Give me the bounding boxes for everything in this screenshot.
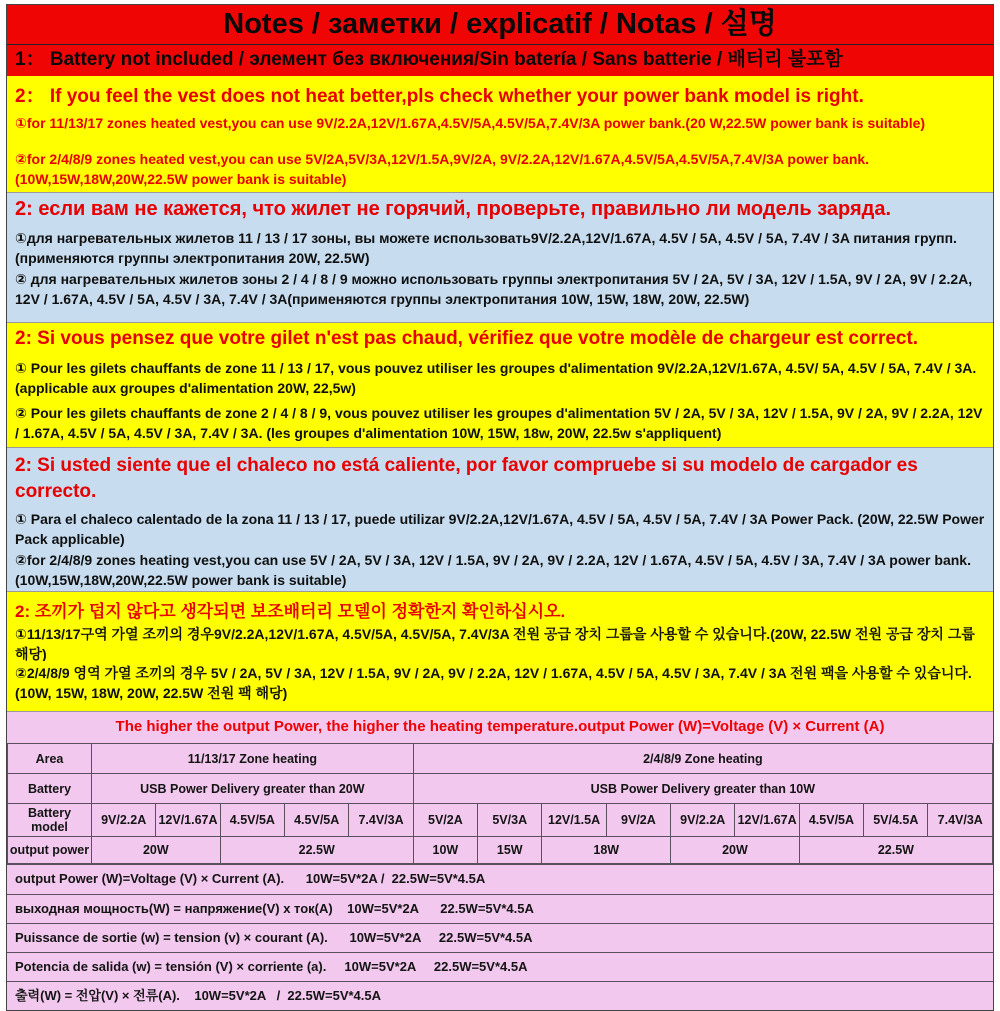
battery-model-cell: 9V/2A: [606, 804, 670, 837]
en-heading: 2： If you feel the vest does not heat better,pls check whether your power bank model is right.: [15, 86, 864, 107]
output-power-cell: 22.5W: [799, 837, 992, 864]
section-russian: [7, 192, 993, 322]
battery-model-cell: 4.5V/5A: [220, 804, 284, 837]
output-power-cell: 20W: [92, 837, 221, 864]
area-row: [8, 744, 993, 774]
es-heading: 2: Si usted siente que el chaleco no está caliente, por favor compruebe si su modelo de cargador es correcto.: [15, 455, 924, 502]
ko-note-1: ①11/13/17구역 가열 조끼의 경우9V/2.2A,12V/1.67A, 4.5V/5A, 4.5V/5A, 7.4V/3A 전원 공급 장치 그룹을 사용할 수 있습니다.(20W, 22.5W 전원 공급 장치 그룹 해당): [15, 626, 979, 661]
area-group-left: 11/13/17 Zone heating: [92, 744, 414, 774]
output-power-cell: 15W: [478, 837, 542, 864]
battery-model-cell: 5V/3A: [478, 804, 542, 837]
output-power-cell: 10W: [413, 837, 477, 864]
section-korean: [7, 591, 993, 711]
formula-korean: 출력(W) = 전압(V) × 전류(A). 10W=5V*2A / 22.5W=5V*4.5A: [7, 981, 993, 1010]
formula-rows: [7, 864, 993, 1010]
power-formula-heading: The higher the output Power, the higher the heating temperature.output Power (W)=Voltage (V) × Current (A): [115, 718, 885, 735]
battery-model-cell: 4.5V/5A: [799, 804, 863, 837]
fr-note-2: ② Pour les gilets chauffants de zone 2 / 4 / 8 / 9, vous pouvez utiliser les groupes d'alimentation 5V / 2A, 5V / 3A, 12V / 1.5A, 9V / 2A, 9V / 2.2A, 12V / 1.67A, 4.5V / 5A, 4.5V / 3A, 7.4V / 3A. (les groupes d'alimentation 10W, 15W, 18w, 20W, 22.5w s'appliquent): [15, 405, 987, 441]
ko-note-2: ②2/4/8/9 영역 가열 조끼의 경우 5V / 2A, 5V / 3A, 12V / 1.5A, 9V / 2A, 9V / 2.2A, 12V / 1.67A, 4.5V / 5A, 4.5V / 3A, 7.4V / 3A 전원 팩을 사용할 수 있습니다. (10W, 15W, 18W, 20W, 22.5W 전원 팩 해당): [15, 665, 976, 701]
battery-model-cell: 9V/2.2A: [671, 804, 735, 837]
ru-heading: 2: если вам не кажется, что жилет не горячий, проверьте, правильно ли модель заряда.: [15, 198, 892, 220]
ru-note-2: ② для нагревательных жилетов зоны 2 / 4 / 8 / 9 можно использовать группы электропитания 5V / 2A, 5V / 3A, 12V / 1.5A, 9V / 2A, 9V / 2.2A, 12V / 1.67A, 4.5V / 5A, 4.5V / 3A, 7.4V / 3A(применяются группы электропитания 10W, 15W, 18W, 20W, 22.5W): [15, 271, 977, 307]
section-french: [7, 322, 993, 447]
battery-model-cell: 7.4V/3A: [349, 804, 413, 837]
battery-model-cell: 5V/2A: [413, 804, 477, 837]
section-english: [7, 76, 993, 192]
fr-heading: 2: Si vous pensez que votre gilet n'est pas chaud, vérifiez que votre modèle de chargeur est correct.: [15, 328, 919, 349]
battery-row: [8, 774, 993, 804]
battery-model-cell: 12V/1.5A: [542, 804, 606, 837]
battery-model-cell: 9V/2.2A: [92, 804, 156, 837]
battery-model-cell: 12V/1.67A: [735, 804, 799, 837]
formula-english: output Power (W)=Voltage (V) × Current (A). 10W=5V*2A / 22.5W=5V*4.5A: [15, 871, 486, 886]
battery-model-cell: 12V/1.67A: [156, 804, 220, 837]
battery-not-included-banner: 1： Battery not included / элемент без включения/Sin batería / Sans batterie / 배터리 불포함: [7, 45, 993, 76]
battery-model-cell: 7.4V/3A: [928, 804, 993, 837]
page-title: Notes / заметки / explicatif / Notas / 설명: [7, 5, 993, 45]
es-note-1: ① Para el chaleco calentado de la zona 11 / 13 / 17, puede utilizar 9V/2.2A,12V/1.67A, 4.5V / 5A, 4.5V / 5A, 7.4V / 3A Power Pack. (20W, 22.5W Power Pack applicable): [15, 511, 989, 547]
battery-group-right: USB Power Delivery greater than 10W: [413, 774, 992, 804]
battery-model-cell: 4.5V/5A: [285, 804, 349, 837]
formula-russian: выходная мощность(W) = напряжение(V) x ток(A) 10W=5V*2A 22.5W=5V*4.5A: [7, 894, 993, 923]
area-row-label: Area: [8, 744, 92, 774]
formula-french: Puissance de sortie (w) = tension (v) × courant (A). 10W=5V*2A 22.5W=5V*4.5A: [7, 923, 993, 952]
es-note-2: ②for 2/4/8/9 zones heating vest,you can use 5V / 2A, 5V / 3A, 12V / 1.5A, 9V / 2A, 9V / 2.2A, 12V / 1.67A, 4.5V / 5A, 4.5V / 3A, 7.4V / 3A power bank.(10W,15W,18W,20W,22.5W power bank is suitable): [15, 552, 971, 588]
power-info-block: [7, 711, 993, 1010]
battery-model-row-label: Battery model: [8, 804, 92, 837]
battery-group-left: USB Power Delivery greater than 20W: [92, 774, 414, 804]
area-group-right: 2/4/8/9 Zone heating: [413, 744, 992, 774]
battery-row-label: Battery: [8, 774, 92, 804]
output-power-row-label: output power: [8, 837, 92, 864]
power-table: [7, 743, 993, 864]
section-spanish: [7, 447, 993, 591]
ru-note-1: ①для нагревательных жилетов 11 / 13 / 17 зоны, вы можете использовать9V/2.2A,12V/1.67A, 4.5V / 5A, 4.5V / 5A, 7.4V / 3A питания групп. (применяются группы электропитания 20W, 22.5W): [15, 230, 961, 266]
en-note-2: ②for 2/4/8/9 zones heated vest,you can use 5V/2A,5V/3A,12V/1.5A,9V/2A, 9V/2.2A,12V/1.67A,4.5V/5A,4.5V/5A,7.4V/3A power bank.(10W,15W,18W,20W,22.5W power bank is suitable): [15, 151, 870, 187]
output-power-cell: 22.5W: [220, 837, 413, 864]
output-power-cell: 18W: [542, 837, 671, 864]
ko-heading: 2: 조끼가 덥지 않다고 생각되면 보조배터리 모델이 정확한지 확인하십시오.: [15, 602, 566, 621]
poster-sheet: [6, 4, 994, 1011]
output-power-cell: 20W: [671, 837, 800, 864]
formula-spanish: Potencia de salida (w) = tensión (V) × corriente (a). 10W=5V*2A 22.5W=5V*4.5A: [7, 952, 993, 981]
battery-model-cell: 5V/4.5A: [864, 804, 928, 837]
output-power-row: [8, 837, 993, 864]
fr-note-1: ① Pour les gilets chauffants de zone 11 / 13 / 17, vous pouvez utiliser les groupes d'alimentation 9V/2.2A,12V/1.67A, 4.5V/ 5A, 4.5V / 5A, 7.4V / 3A. (applicable aux groupes d'alimentation 20W, 22,5w): [15, 360, 981, 396]
en-note-1: ①for 11/13/17 zones heated vest,you can use 9V/2.2A,12V/1.67A,4.5V/5A,4.5V/5A,7.4V/3A power bank.(20 W,22.5W power bank is suitable): [15, 115, 926, 131]
battery-model-row: [8, 804, 993, 837]
